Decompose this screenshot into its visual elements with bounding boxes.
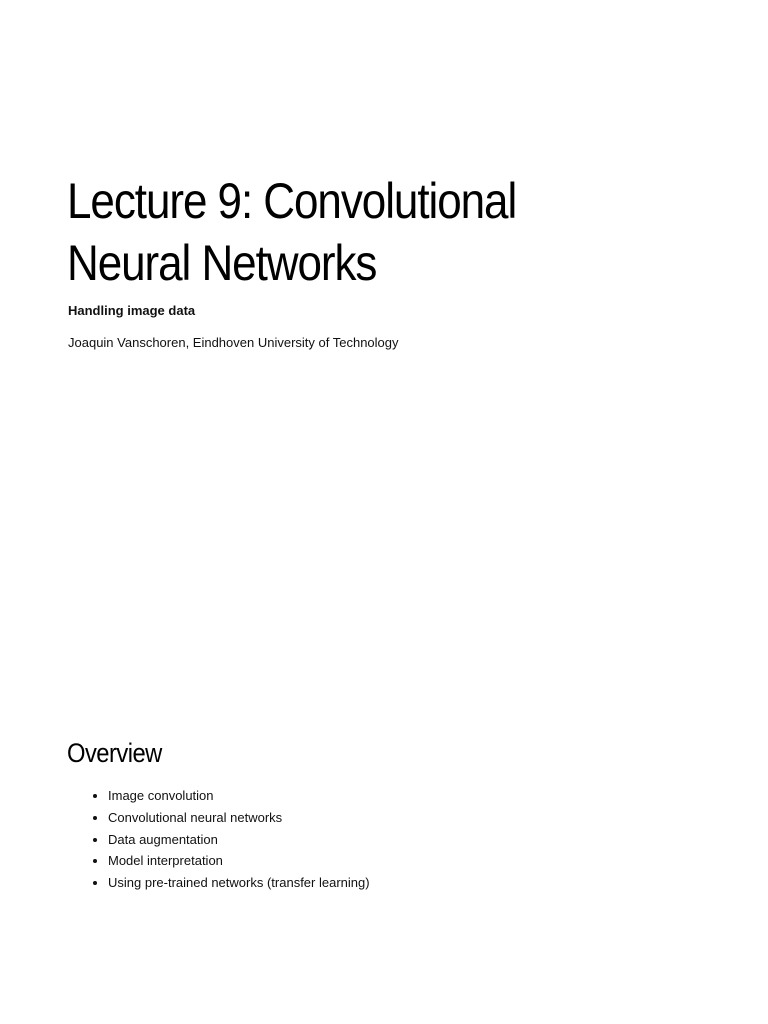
list-item: • Data augmentation	[108, 829, 370, 851]
list-item: • Image convolution	[108, 785, 370, 807]
list-item: • Convolutional neural networks	[108, 807, 370, 829]
page-title: Lecture 9: Convolutional Neural Networks	[67, 173, 517, 291]
overview-heading: Overview	[67, 738, 162, 768]
list-item: • Using pre-trained networks (transfer learning)	[108, 872, 370, 894]
list-item: • Model interpretation	[108, 850, 370, 872]
overview-list	[88, 785, 370, 894]
subtitle: Handling image data	[68, 303, 196, 318]
author-line: Joaquin Vanschoren, Eindhoven University of Technology	[68, 335, 399, 350]
